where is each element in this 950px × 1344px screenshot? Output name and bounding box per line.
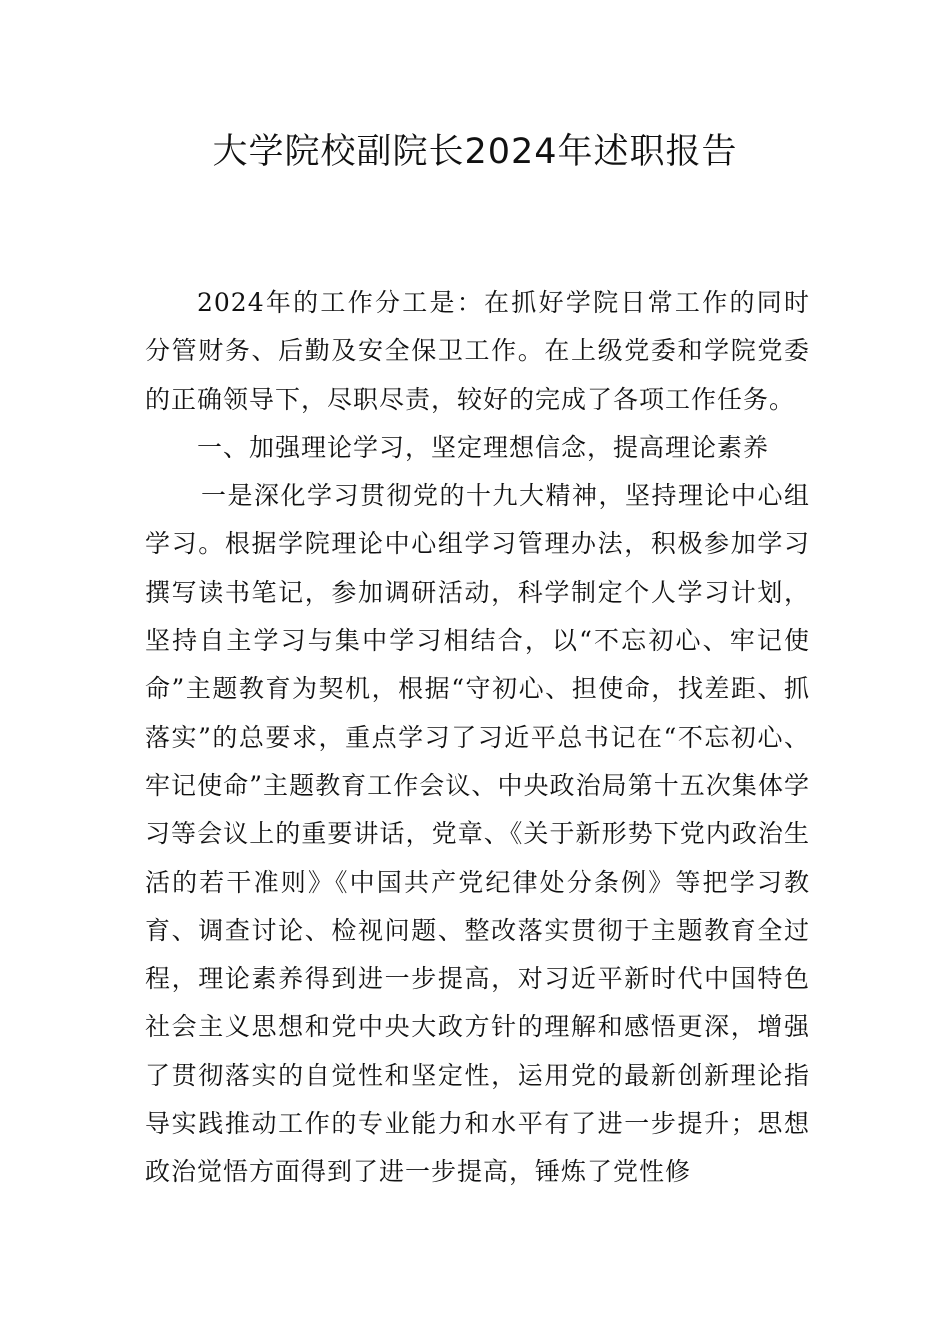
paragraph-theory-study: 一是深化学习贯彻党的十九大精神，坚持理论中心组学习。根据学院理论中心组学习管理办法，积极参加学习撰写读书笔记，参加调研活动，科学制定个人学习计划，坚持自主学习与集中学习相结合，以“不忘初心、牢记使命”主题教育为契机，根据“守初心、担使命，找差距、抓落实”的总要求，重点学习了习近平总书记在“不忘初心、牢记使命”主题教育工作会议、中央政治局第十五次集体学习等会议上的重要讲话，党章、《关于新形势下党内政治生活的若干准则》《中国共产党纪律处分条例》等把学习教育、调查讨论、检视问题、整改落实贯彻于主题教育全过程，理论素养得到进一步提高，对习近平新时代中国特色社会主义思想和党中央大政方针的理解和感悟更深，增强了贯彻落实的自觉性和坚定性，运用党的最新创新理论指导实践推动工作的专业能力和水平有了进一步提升；思想政治觉悟方面得到了进一步提高，锤炼了党性修	[145, 481, 810, 1187]
document-title: 大学院校副院长2024年述职报告	[212, 132, 738, 172]
paragraph-work-division: 2024年的工作分工是：在抓好学院日常工作的同时分管财务、后勤及安全保卫工作。在上级党委和学院党委的正确领导下，尽职尽责，较好的完成了各项工作任务。	[145, 288, 810, 414]
section-heading-1: 一、加强理论学习，坚定理想信念，提高理论素养	[197, 432, 770, 462]
document-body	[145, 279, 810, 1197]
